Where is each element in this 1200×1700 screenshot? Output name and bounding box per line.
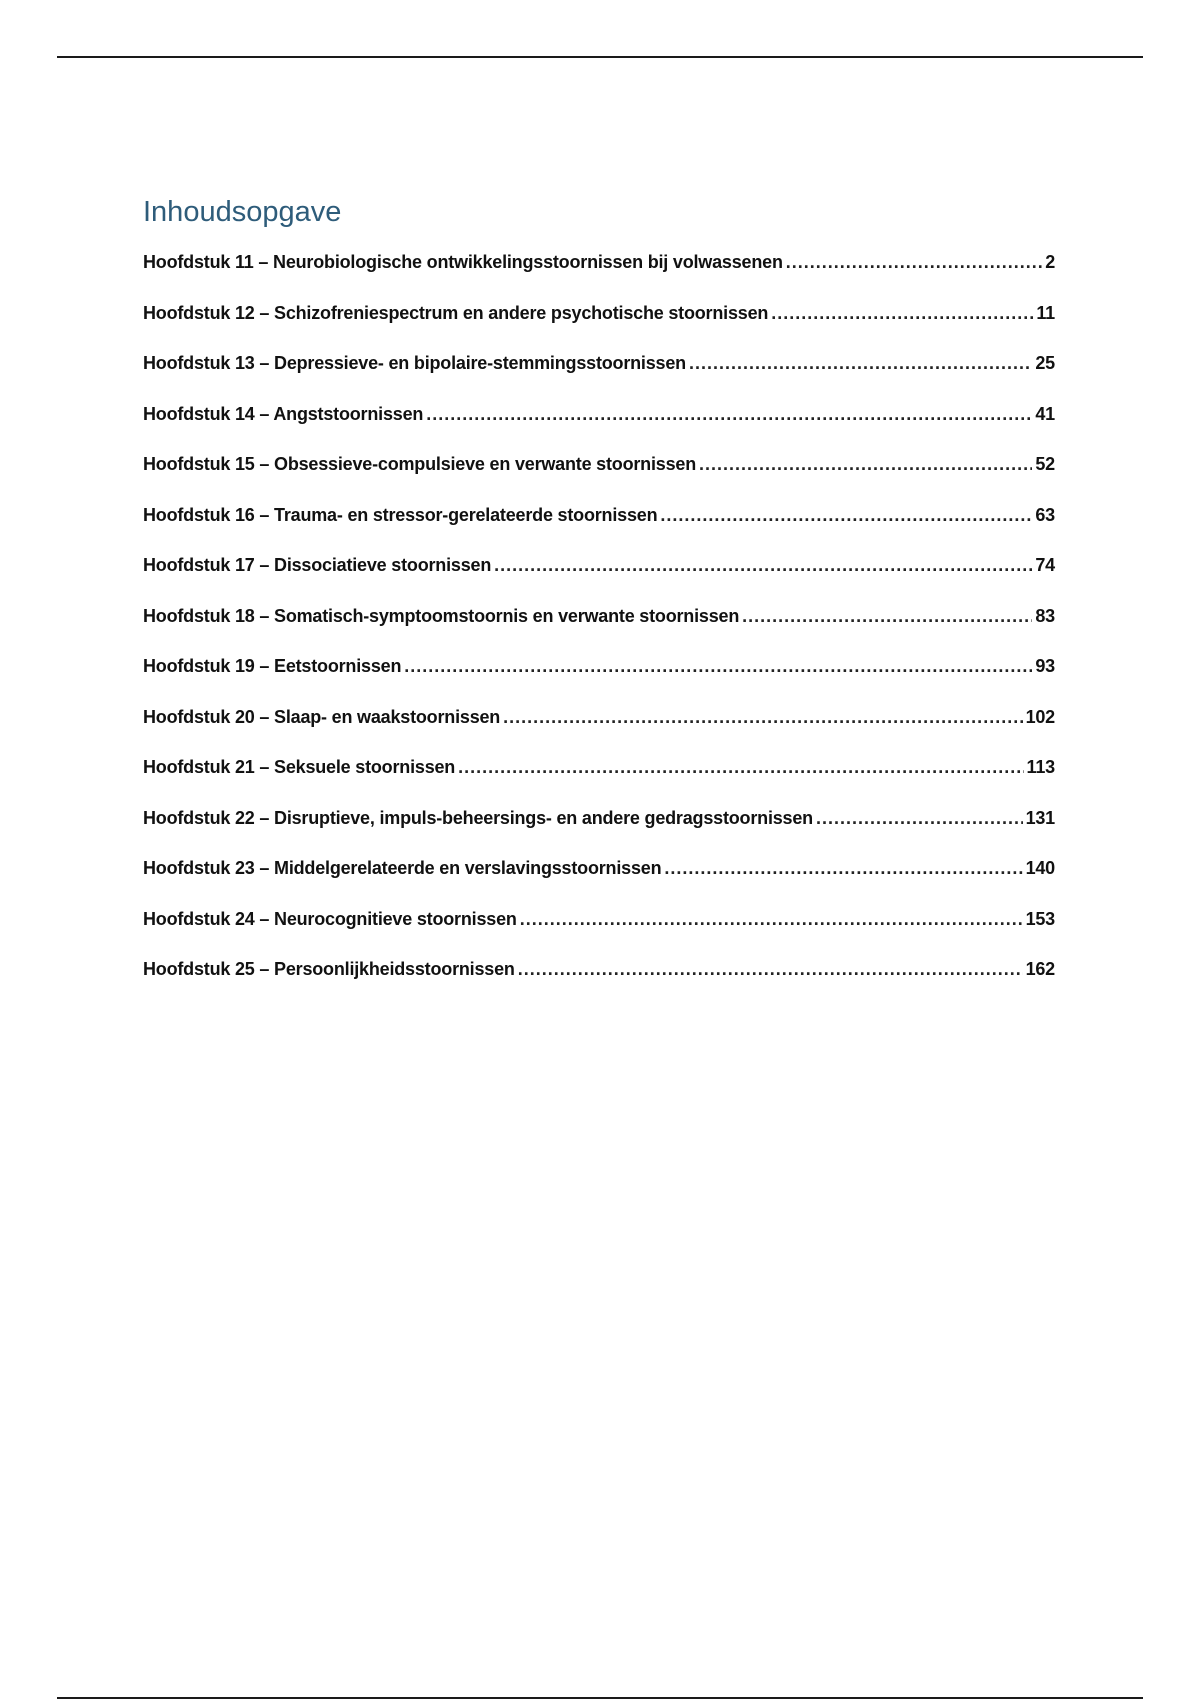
toc-entry-page: 11 [1036,302,1055,323]
toc-dot-leader [689,353,1032,374]
toc-entry-page: 153 [1025,908,1055,929]
toc-dot-leader [664,858,1022,879]
toc-entry[interactable] [143,757,1055,808]
toc-entry-page: 140 [1025,858,1055,878]
toc-entry-page: 93 [1035,656,1055,676]
toc-dot-leader [520,909,1023,930]
toc-entry-label: Hoofdstuk 23 – Middelgerelateerde en verslavingsstoornissen [143,858,662,878]
toc-entry-label: Hoofdstuk 20 – Slaap- en waakstoornissen [143,706,501,727]
toc-entry-page: 25 [1035,353,1055,373]
toc-entry-label: Hoofdstuk 25 – Persoonlijkheidsstoornissen [143,959,515,979]
toc-entry[interactable] [143,606,1055,657]
toc-entry[interactable] [143,656,1055,707]
toc-entry-page: 74 [1035,555,1055,575]
toc-entry[interactable] [143,252,1055,303]
toc-entry[interactable] [143,505,1055,556]
toc-entry[interactable] [143,555,1055,606]
toc-entry-label: Hoofdstuk 12 – Schizofreniespectrum en andere psychotische stoornissen [143,302,769,323]
toc-dot-leader [816,808,1023,829]
toc-entry-label: Hoofdstuk 18 – Somatisch-symptoomstoornis en verwante stoornissen [143,605,740,626]
toc-entry[interactable] [143,707,1055,758]
toc-dot-leader [458,757,1023,778]
toc-dot-leader [503,707,1022,728]
toc-entry-page: 102 [1025,706,1055,727]
toc-entry-label: Hoofdstuk 16 – Trauma- en stressor-gerelateerde stoornissen [143,504,658,525]
toc-entry-page: 63 [1035,504,1055,525]
toc-dot-leader [771,303,1033,324]
toc-entry[interactable] [143,353,1055,404]
toc-entry[interactable] [143,959,1055,1010]
toc-entry-page: 41 [1035,403,1055,424]
toc-entry-label: Hoofdstuk 14 – Angststoornissen [143,403,424,424]
toc-entry-label: Hoofdstuk 21 – Seksuele stoornissen [143,757,456,777]
table-of-contents [143,190,1055,1010]
toc-dot-leader [742,606,1032,627]
toc-dot-leader [426,404,1032,425]
toc-entry-label: Hoofdstuk 11 – Neurobiologische ontwikkelingsstoornissen bij volwassenen [143,252,783,272]
toc-entry[interactable] [143,808,1055,859]
toc-entry-label: Hoofdstuk 24 – Neurocognitieve stoornissen [143,908,517,929]
header-rule [57,56,1143,58]
toc-entry-page: 113 [1026,757,1055,777]
footer-rule [57,1697,1143,1699]
toc-entry-label: Hoofdstuk 15 – Obsessieve-compulsieve en verwante stoornissen [143,454,697,474]
toc-entry-label: Hoofdstuk 13 – Depressieve- en bipolaire-stemmingsstoornissen [143,353,686,373]
toc-entry-page: 83 [1035,605,1055,626]
toc-dot-leader [786,252,1042,273]
toc-dot-leader [699,454,1032,475]
toc-entry-page: 162 [1025,959,1055,979]
toc-dot-leader [518,959,1023,980]
toc-entry[interactable] [143,454,1055,505]
toc-list [143,252,1055,1010]
toc-entry[interactable] [143,404,1055,455]
toc-dot-leader [660,505,1032,526]
toc-title: Inhoudsopgave [143,196,342,228]
toc-entry-page: 131 [1025,807,1055,828]
toc-dot-leader [494,555,1032,576]
toc-entry-page: 2 [1045,252,1055,272]
toc-entry[interactable] [143,909,1055,960]
toc-entry-label: Hoofdstuk 19 – Eetstoornissen [143,656,402,676]
toc-entry[interactable] [143,858,1055,909]
toc-entry-label: Hoofdstuk 17 – Dissociatieve stoornissen [143,555,492,575]
toc-entry-label: Hoofdstuk 22 – Disruptieve, impuls-beheersings- en andere gedragsstoornissen [143,807,813,828]
toc-entry-page: 52 [1035,454,1055,474]
toc-dot-leader [404,656,1032,677]
toc-entry[interactable] [143,303,1055,354]
